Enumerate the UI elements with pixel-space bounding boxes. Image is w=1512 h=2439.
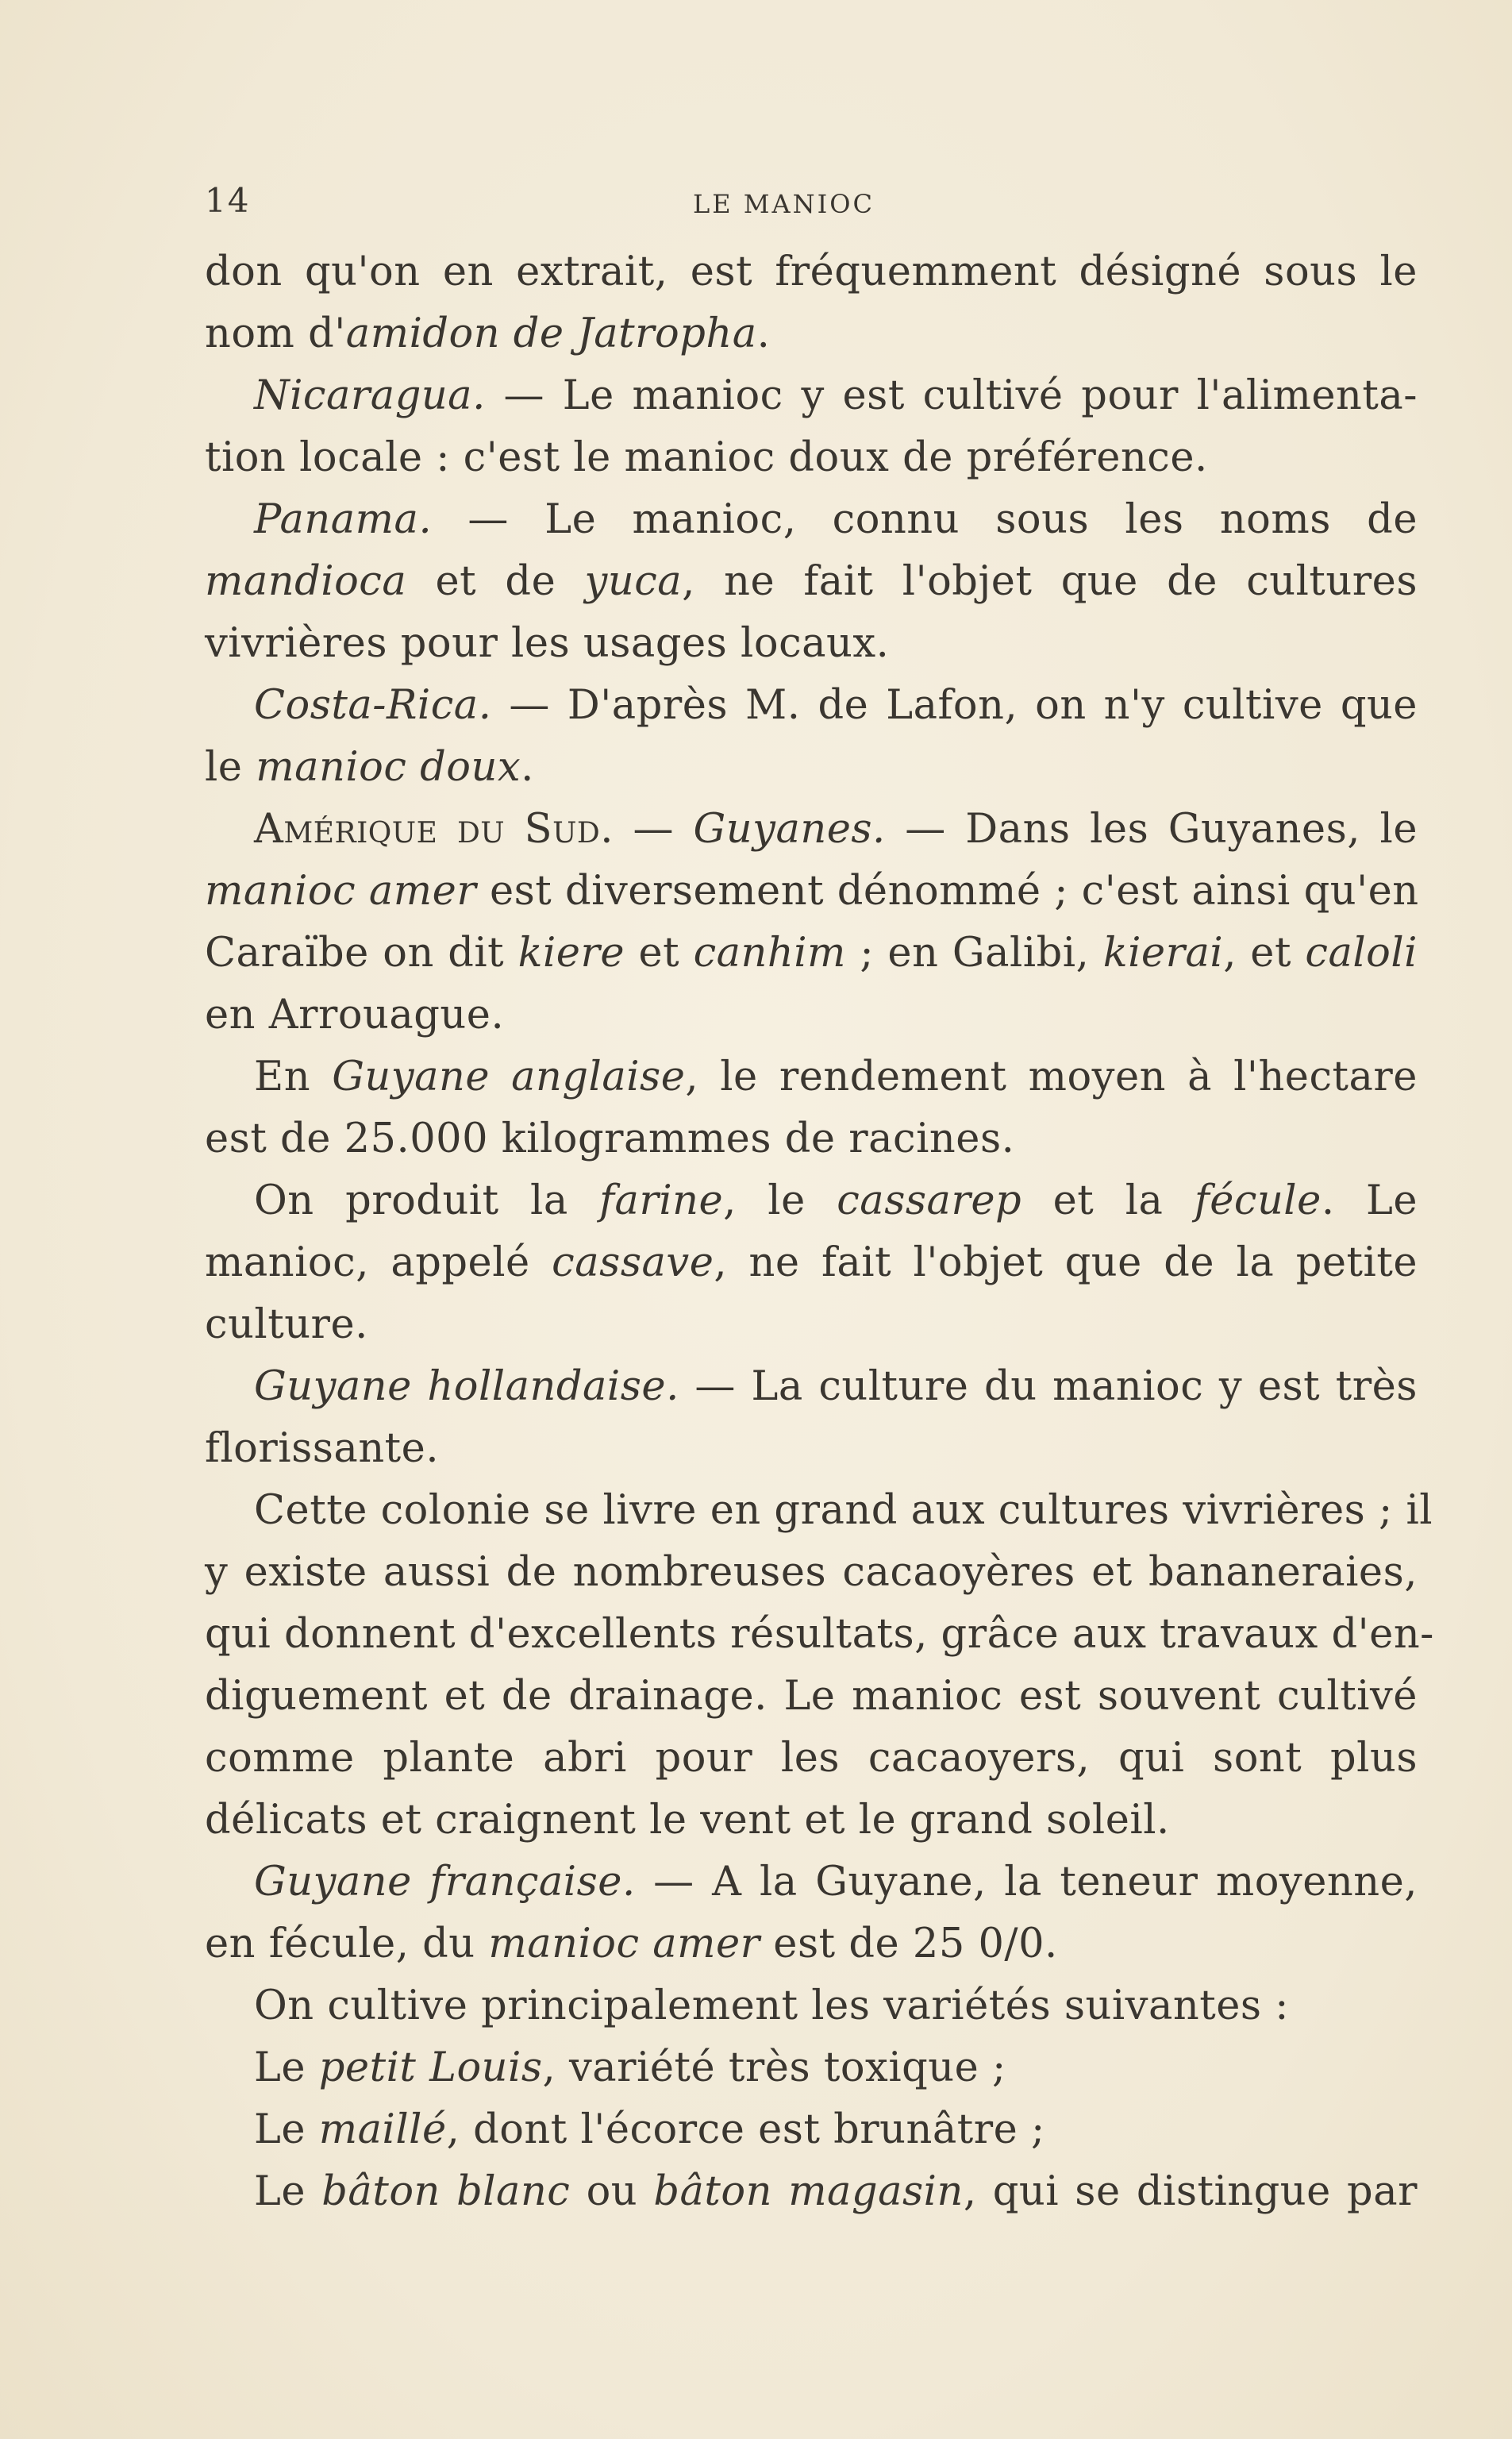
text-segment: diguement et de drainage. Le manioc est souvent cultivé: [205, 1673, 1418, 1720]
italic-text: cassarep: [837, 1177, 1022, 1224]
text-segment: —: [614, 806, 694, 853]
italic-text: maillé: [318, 2106, 447, 2153]
italic-text: bâton magasin: [653, 2168, 964, 2215]
text-segment: est de 25 0/0.: [760, 1921, 1058, 1967]
text-line: [205, 365, 1418, 427]
text-segment: Caraïbe on dit: [205, 930, 518, 977]
text-segment: — Dans les Guyanes, le: [885, 806, 1418, 853]
italic-text: petit Louis: [318, 2044, 543, 2091]
text-segment: .: [521, 744, 534, 791]
text-segment: ; en Galibi,: [845, 930, 1103, 977]
text-line: [205, 1913, 1418, 1975]
text-segment: — Le manioc y est cultivé pour l'alimenta-: [485, 372, 1418, 419]
text-segment: On produit la: [254, 1177, 600, 1224]
text-line: [205, 675, 1418, 737]
text-line: [205, 613, 1418, 675]
italic-text: Guyanes.: [693, 806, 886, 853]
text-line: [205, 1790, 1418, 1851]
text-segment: On cultive principalement les variétés suivantes :: [254, 1982, 1289, 2029]
text-segment: , qui se distingue par: [963, 2168, 1418, 2215]
italic-text: Guyane hollandaise.: [254, 1363, 679, 1410]
text-segment: en fécule, du: [205, 1921, 489, 1967]
text-segment: — Le manioc, connu sous les noms de: [432, 496, 1418, 543]
text-segment: le: [205, 744, 256, 791]
italic-text: bâton blanc: [321, 2168, 571, 2215]
text-line: [205, 1294, 1418, 1356]
text-line: [205, 1480, 1433, 1542]
text-segment: , le rendement moyen à l'hectare: [685, 1054, 1418, 1100]
text-segment: et la: [1021, 1177, 1195, 1224]
text-line: [205, 799, 1418, 861]
text-segment: est de 25.000 kilogrammes de racines.: [205, 1115, 1015, 1162]
text-segment: en Arrouague.: [205, 992, 505, 1038]
italic-text: Panama.: [254, 496, 433, 543]
text-segment: nom d': [205, 310, 346, 357]
italic-text: manioc amer: [205, 868, 477, 915]
text-segment: , dont l'écorce est brunâtre ;: [446, 2106, 1045, 2153]
text-line: [205, 984, 1418, 1046]
text-segment: Le: [254, 2044, 319, 2091]
text-line: [205, 1356, 1418, 1418]
text-segment: don qu'on en extrait, est fréquemment désigné sous le: [205, 249, 1418, 295]
text-line: [205, 1046, 1418, 1108]
text-segment: manioc, appelé: [205, 1239, 552, 1286]
italic-text: Nicaragua.: [254, 372, 486, 419]
text-segment: et: [625, 930, 694, 977]
text-segment: , ne fait l'objet que de la petite: [714, 1239, 1418, 1286]
text-line: [205, 2099, 1418, 2161]
text-segment: . Le: [1321, 1177, 1418, 1224]
text-segment: En: [254, 1054, 333, 1100]
italic-text: mandioca: [205, 558, 407, 605]
italic-text: farine: [599, 1177, 724, 1224]
italic-text: kierai: [1102, 930, 1224, 977]
text-line: [205, 427, 1418, 489]
body-text: [205, 241, 1434, 2223]
text-line: [205, 737, 1418, 799]
text-line: [205, 1728, 1418, 1790]
page-header: [205, 181, 1418, 229]
page-number: 14: [205, 181, 251, 220]
text-segment: Le: [254, 2168, 322, 2215]
text-line: [205, 489, 1418, 551]
text-segment: florissante.: [205, 1425, 440, 1472]
text-line: [205, 1542, 1418, 1604]
text-line: [205, 923, 1418, 984]
text-segment: — A la Guyane, la teneur moyenne,: [635, 1859, 1418, 1905]
italic-text: cassave: [552, 1239, 714, 1286]
text-segment: tion locale : c'est le manioc doux de préférence.: [205, 434, 1208, 481]
text-line: [205, 1666, 1418, 1728]
text-segment: Le: [254, 2106, 319, 2153]
text-line: [205, 861, 1418, 923]
text-segment: culture.: [205, 1301, 368, 1348]
italic-text: kiere: [517, 930, 625, 977]
text-segment: , le: [723, 1177, 837, 1224]
text-line: [205, 303, 1418, 365]
text-segment: , variété très toxique ;: [542, 2044, 1006, 2091]
text-segment: vivrières pour les usages locaux.: [205, 620, 890, 667]
italic-text: caloli: [1305, 930, 1418, 977]
italic-text: Guyane anglaise: [332, 1054, 686, 1100]
text-line: [205, 2161, 1418, 2223]
text-segment: délicats et craignent le vent et le grand soleil.: [205, 1797, 1170, 1844]
text-line: [205, 551, 1418, 613]
text-line: [205, 1108, 1418, 1170]
italic-text: manioc doux: [256, 744, 521, 791]
italic-text: yuca: [584, 558, 683, 605]
text-segment: , et: [1223, 930, 1306, 977]
text-segment: ou: [570, 2168, 654, 2215]
text-line: [205, 1851, 1418, 1913]
text-segment: comme plante abri pour les cacaoyers, qui sont plus: [205, 1735, 1418, 1782]
text-segment: et de: [406, 558, 585, 605]
text-segment: , ne fait l'objet que de cultures: [682, 558, 1418, 605]
italic-text: amidon de Jatropha: [345, 310, 757, 357]
text-segment: — D'après M. de Lafon, on n'y cultive que: [491, 682, 1418, 729]
text-line: [205, 1604, 1434, 1666]
italic-text: Costa-Rica.: [254, 682, 492, 729]
text-segment: qui donnent d'excellents résultats, grâce aux travaux d'en-: [205, 1611, 1434, 1658]
text-segment: y existe aussi de nombreuses cacaoyères et bananeraies,: [205, 1549, 1418, 1596]
italic-text: manioc amer: [488, 1921, 760, 1967]
text-line: [205, 1418, 1418, 1480]
text-segment: .: [756, 310, 771, 357]
text-segment: Cette colonie se livre en grand aux cultures vivrières ; il: [254, 1487, 1433, 1534]
text-segment: — La culture du manioc y est très: [679, 1363, 1418, 1410]
text-line: [205, 241, 1418, 303]
text-line: [205, 1975, 1418, 2037]
italic-text: Guyane française.: [254, 1859, 636, 1905]
text-line: [205, 2037, 1418, 2099]
small-caps-text: Amérique du Sud.: [254, 806, 614, 853]
text-segment: est diversement dénommé ; c'est ainsi qu'en: [476, 868, 1419, 915]
running-head: LE MANIOC: [693, 189, 875, 219]
text-line: [205, 1170, 1418, 1232]
italic-text: fécule: [1194, 1177, 1322, 1224]
text-line: [205, 1232, 1418, 1294]
italic-text: canhim: [693, 930, 846, 977]
